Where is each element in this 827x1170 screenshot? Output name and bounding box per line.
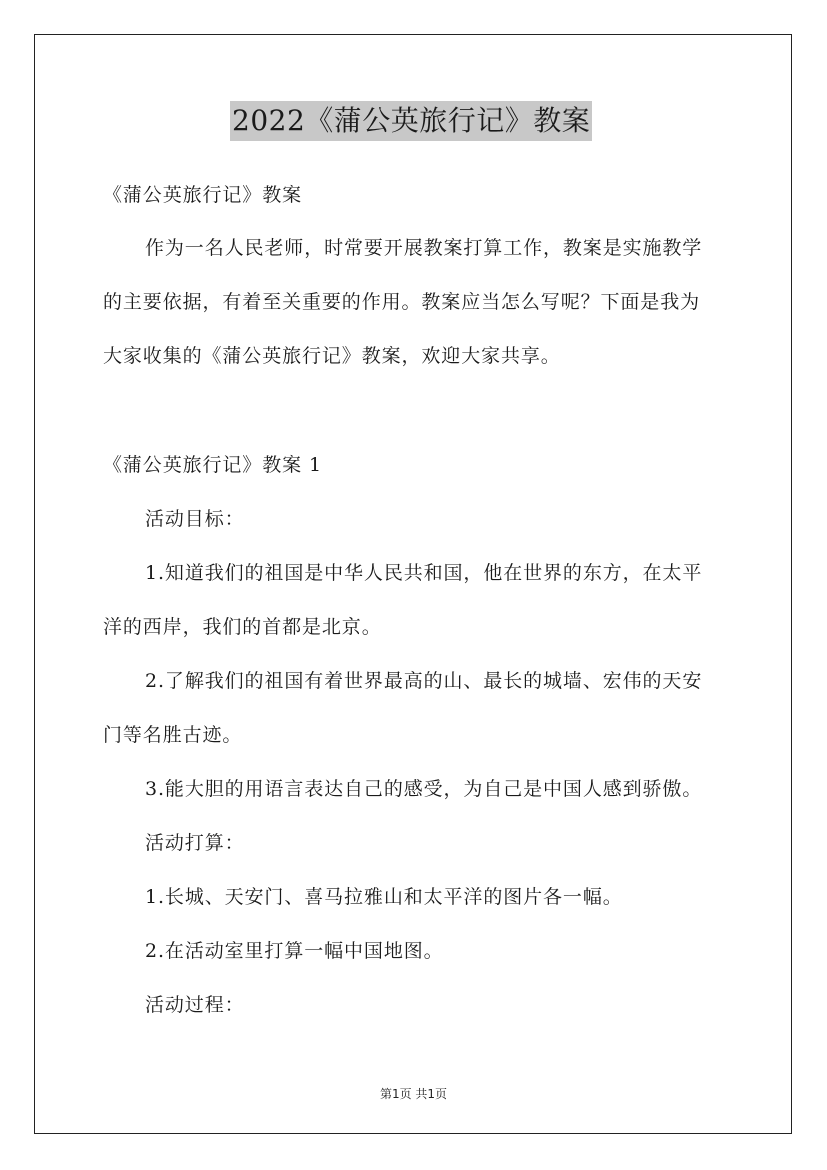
goal-line-1: 1.知道我们的祖国是中华人民共和国，他在世界的东方，在太平 xyxy=(145,562,703,584)
goal-line-5: 3.能大胆的用语言表达自己的感受，为自己是中国人感到骄傲。 xyxy=(145,778,703,800)
page-number-footer: 第1页 共1页 xyxy=(379,1087,448,1101)
prep-line-1: 1.长城、天安门、喜马拉雅山和太平洋的图片各一幅。 xyxy=(145,886,623,908)
document-subtitle: 《蒲公英旅行记》教案 xyxy=(103,184,303,206)
goals-heading: 活动目标： xyxy=(145,508,245,530)
goal-line-2: 洋的西岸，我们的首都是北京。 xyxy=(103,616,382,638)
document-title: 2022《蒲公英旅行记》教案 xyxy=(230,101,592,141)
intro-line-3: 大家收集的《蒲公英旅行记》教案，欢迎大家共享。 xyxy=(103,345,561,367)
intro-line-2: 的主要依据，有着至关重要的作用。教案应当怎么写呢？下面是我为 xyxy=(103,291,701,313)
goal-line-4: 门等名胜古迹。 xyxy=(103,724,243,746)
section-heading: 《蒲公英旅行记》教案 1 xyxy=(103,454,322,476)
process-heading: 活动过程： xyxy=(145,994,245,1016)
prep-line-2: 2.在活动室里打算一幅中国地图。 xyxy=(145,940,444,962)
goal-line-3: 2.了解我们的祖国有着世界最高的山、最长的城墙、宏伟的天安 xyxy=(145,670,703,692)
intro-line-1: 作为一名人民老师，时常要开展教案打算工作，教案是实施教学 xyxy=(145,237,703,259)
prep-heading: 活动打算： xyxy=(145,832,245,854)
